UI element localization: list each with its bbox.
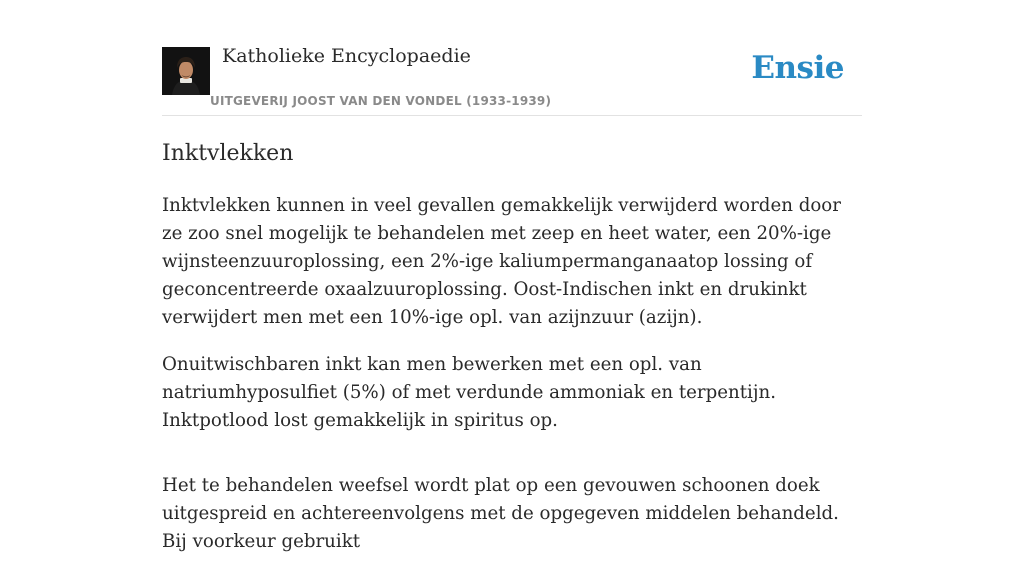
source-title[interactable]: Katholieke Encyclopaedie — [222, 45, 471, 67]
article-title: Inktvlekken — [162, 141, 294, 166]
source-subtitle: UITGEVERIJ JOOST VAN DEN VONDEL (1933-1939) — [210, 94, 552, 108]
article-paragraph: Het te behandelen weefsel wordt plat op een gevouwen schoonen doek uitgespreid en achtereenvolgens met de opgegeven middelen behandeld. Bij voorkeur gebruikt — [162, 475, 839, 552]
article-paragraph: Inktvlekken kunnen in veel gevallen gemakkelijk verwijderd worden door ze zoo snel mogelijk te behandelen met zeep en heet water, een 20%-ige wijnsteenzuuroplossing, een 2%-ige kaliumpermanganaatop lossing of geconcentreerde oxaalzuuroplossing. Oost-Indischen inkt en drukinkt verwijdert men met een 10%-ige opl. van azijnzuur (azijn). — [162, 195, 841, 328]
portrait-avatar-icon — [162, 47, 210, 95]
article-paragraph: Onuitwischbaren inkt kan men bewerken met een opl. van natriumhyposulfiet (5%) of met verdunde ammoniak en terpentijn. Inktpotlood lost gemakkelijk in spiritus op. — [162, 354, 777, 431]
source-header — [162, 0, 862, 116]
ensie-logo[interactable]: Ensie — [751, 50, 844, 86]
article-body — [162, 192, 867, 575]
